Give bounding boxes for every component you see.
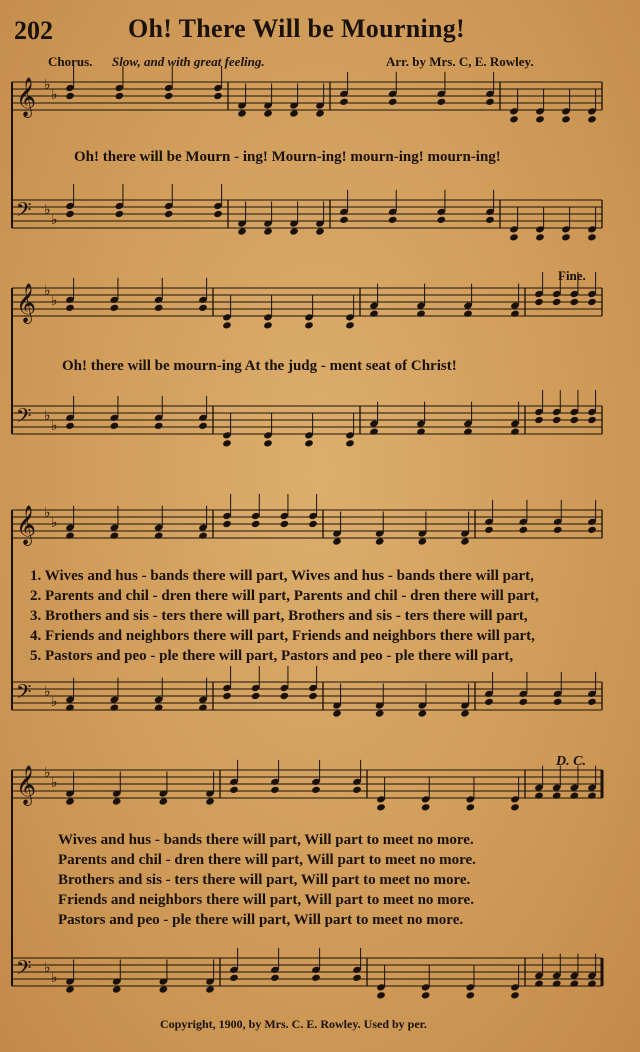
note-head xyxy=(65,985,75,993)
note-head xyxy=(280,520,290,528)
note-head xyxy=(112,985,122,993)
note-head xyxy=(339,216,349,224)
note-head xyxy=(510,309,520,317)
verse-a-2: 2. Parents and chil - dren there will part, Parents and chil - dren there will part, xyxy=(30,588,539,604)
verse-a-5: 5. Pastors and peo - ple there will part, Pastors and peo - ple there will part, xyxy=(30,648,514,664)
note-head xyxy=(552,979,562,987)
flat-icon: ♭ xyxy=(44,960,51,976)
note-head xyxy=(484,526,494,534)
note-head xyxy=(251,520,261,528)
note-head xyxy=(289,109,299,117)
note-head xyxy=(421,991,431,999)
note-head xyxy=(237,109,247,117)
note-head xyxy=(460,709,470,717)
note-head xyxy=(535,115,545,123)
note-head xyxy=(421,803,431,811)
note-head xyxy=(237,227,247,235)
note-head xyxy=(263,439,273,447)
note-head xyxy=(304,439,314,447)
note-head xyxy=(198,531,208,539)
flat-icon: ♭ xyxy=(44,202,51,218)
note-head xyxy=(65,210,75,218)
note-head xyxy=(352,786,362,794)
note-head xyxy=(510,427,520,435)
note-head xyxy=(552,791,562,799)
note-head xyxy=(311,974,321,982)
note-head xyxy=(213,210,223,218)
note-head xyxy=(484,698,494,706)
note-head xyxy=(519,526,529,534)
copyright-notice: Copyright, 1900, by Mrs. C. E. Rowley. Used by per. xyxy=(160,1017,427,1031)
note-head xyxy=(229,786,239,794)
note-head xyxy=(553,526,563,534)
note-head xyxy=(115,210,125,218)
note-head xyxy=(466,991,476,999)
note-head xyxy=(519,698,529,706)
note-head xyxy=(270,786,280,794)
note-head xyxy=(587,115,597,123)
bass-clef-icon: 𝄢 xyxy=(16,198,32,226)
note-head xyxy=(587,698,597,706)
verse-b-4: Friends and neighbors there will part, Will part to meet no more. xyxy=(58,892,474,908)
note-head xyxy=(65,422,75,430)
flat-icon: ♭ xyxy=(44,505,51,521)
note-head xyxy=(308,692,318,700)
note-head xyxy=(154,422,164,430)
note-head xyxy=(154,531,164,539)
flat-icon: ♭ xyxy=(44,77,51,93)
note-head xyxy=(553,698,563,706)
note-head xyxy=(345,439,355,447)
flat-icon: ♭ xyxy=(51,775,58,791)
note-head xyxy=(65,304,75,312)
note-head xyxy=(552,298,562,306)
note-head xyxy=(110,531,120,539)
note-head xyxy=(369,427,379,435)
note-head xyxy=(485,98,495,106)
note-head xyxy=(345,321,355,329)
treble-clef-icon: 𝄞 xyxy=(16,765,37,805)
note-head xyxy=(280,692,290,700)
flat-icon: ♭ xyxy=(44,283,51,299)
note-head xyxy=(198,422,208,430)
note-head xyxy=(460,537,470,545)
note-head xyxy=(65,531,75,539)
note-head xyxy=(311,786,321,794)
tempo-marking: Slow, and with great feeling. xyxy=(112,54,265,69)
note-head xyxy=(466,803,476,811)
verse-a-1: 1. Wives and hus - bands there will part, Wives and hus - bands there will part, xyxy=(30,568,534,584)
verse-b-1: Wives and hus - bands there will part, Will part to meet no more. xyxy=(58,832,474,848)
note-head xyxy=(222,321,232,329)
treble-clef-icon: 𝄞 xyxy=(16,77,37,117)
note-head xyxy=(587,979,597,987)
note-head xyxy=(229,974,239,982)
treble-clef-icon: 𝄞 xyxy=(16,505,37,545)
fine-marking: Fine. xyxy=(558,268,586,283)
flat-icon: ♭ xyxy=(51,694,58,710)
note-head xyxy=(587,298,597,306)
note-head xyxy=(587,416,597,424)
dc-marking: D. C. xyxy=(556,754,586,769)
note-head xyxy=(587,233,597,241)
note-head xyxy=(510,803,520,811)
note-head xyxy=(251,692,261,700)
arranger-credit: Arr. by Mrs. C, E. Rowley. xyxy=(386,54,534,69)
treble-clef-icon: 𝄞 xyxy=(16,283,37,323)
note-head xyxy=(418,537,428,545)
note-head xyxy=(205,985,215,993)
note-head xyxy=(205,797,215,805)
note-head xyxy=(437,98,447,106)
note-head xyxy=(534,298,544,306)
note-head xyxy=(376,991,386,999)
flat-icon: ♭ xyxy=(51,212,58,228)
note-head xyxy=(587,526,597,534)
note-head xyxy=(376,803,386,811)
note-head xyxy=(561,233,571,241)
verse-a-4: 4. Friends and neighbors there will part, Friends and neighbors there will part, xyxy=(30,628,535,644)
note-head xyxy=(65,703,75,711)
note-head xyxy=(159,797,169,805)
note-head xyxy=(270,974,280,982)
note-head xyxy=(369,309,379,317)
chorus-label: Chorus. xyxy=(48,54,93,69)
note-head xyxy=(570,791,580,799)
flat-icon: ♭ xyxy=(51,87,58,103)
note-head xyxy=(222,439,232,447)
flat-icon: ♭ xyxy=(44,684,51,700)
note-head xyxy=(110,422,120,430)
note-head xyxy=(154,703,164,711)
note-head xyxy=(65,797,75,805)
note-head xyxy=(570,979,580,987)
note-head xyxy=(570,416,580,424)
note-head xyxy=(416,309,426,317)
note-head xyxy=(352,974,362,982)
note-head xyxy=(154,304,164,312)
note-head xyxy=(570,298,580,306)
note-head xyxy=(534,979,544,987)
bass-clef-icon: 𝄢 xyxy=(16,404,32,432)
note-head xyxy=(304,321,314,329)
note-head xyxy=(164,92,174,100)
note-head xyxy=(263,227,273,235)
note-head xyxy=(509,233,519,241)
flat-icon: ♭ xyxy=(44,765,51,781)
note-head xyxy=(418,709,428,717)
verse-a-3: 3. Brothers and sis - ters there will part, Brothers and sis - ters there will part, xyxy=(30,608,528,624)
flat-icon: ♭ xyxy=(51,970,58,986)
note-head xyxy=(65,92,75,100)
flat-icon: ♭ xyxy=(51,293,58,309)
note-head xyxy=(485,216,495,224)
note-head xyxy=(222,692,232,700)
note-head xyxy=(416,427,426,435)
bass-clef-icon: 𝄢 xyxy=(16,680,32,708)
note-head xyxy=(159,985,169,993)
note-head xyxy=(535,233,545,241)
note-head xyxy=(534,416,544,424)
note-head xyxy=(388,98,398,106)
note-head xyxy=(463,309,473,317)
note-head xyxy=(289,227,299,235)
note-head xyxy=(198,304,208,312)
note-head xyxy=(213,92,223,100)
verse-b-3: Brothers and sis - ters there will part, Will part to meet no more. xyxy=(58,872,471,888)
note-head xyxy=(534,791,544,799)
lyric-line-1: Oh! there will be Mourn - ing! Mourn-ing! mourn-ing! mourn-ing! xyxy=(74,149,501,165)
note-head xyxy=(198,703,208,711)
note-head xyxy=(339,98,349,106)
note-head xyxy=(332,537,342,545)
note-head xyxy=(510,991,520,999)
flat-icon: ♭ xyxy=(51,418,58,434)
note-head xyxy=(315,109,325,117)
flat-icon: ♭ xyxy=(51,515,58,531)
verse-b-2: Parents and chil - dren there will part, Will part to meet no more. xyxy=(58,852,476,868)
note-head xyxy=(164,210,174,218)
note-head xyxy=(375,537,385,545)
verse-b-5: Pastors and peo - ple there will part, Will part to meet no more. xyxy=(58,912,464,928)
note-head xyxy=(308,520,318,528)
flat-icon: ♭ xyxy=(44,408,51,424)
note-head xyxy=(263,321,273,329)
bass-clef-icon: 𝄢 xyxy=(16,956,32,984)
note-head xyxy=(437,216,447,224)
note-head xyxy=(552,416,562,424)
note-head xyxy=(115,92,125,100)
note-head xyxy=(375,709,385,717)
note-head xyxy=(112,797,122,805)
note-head xyxy=(263,109,273,117)
hymn-number: 202 xyxy=(14,16,53,45)
note-head xyxy=(332,709,342,717)
note-head xyxy=(561,115,571,123)
note-head xyxy=(509,115,519,123)
note-head xyxy=(463,427,473,435)
note-head xyxy=(587,791,597,799)
note-head xyxy=(110,703,120,711)
lyric-line-2: Oh! there will be mourn-ing At the judg - ment seat of Christ! xyxy=(62,358,457,374)
hymn-title: Oh! There Will be Mourning! xyxy=(128,14,465,43)
note-head xyxy=(222,520,232,528)
note-head xyxy=(315,227,325,235)
note-head xyxy=(110,304,120,312)
note-head xyxy=(388,216,398,224)
